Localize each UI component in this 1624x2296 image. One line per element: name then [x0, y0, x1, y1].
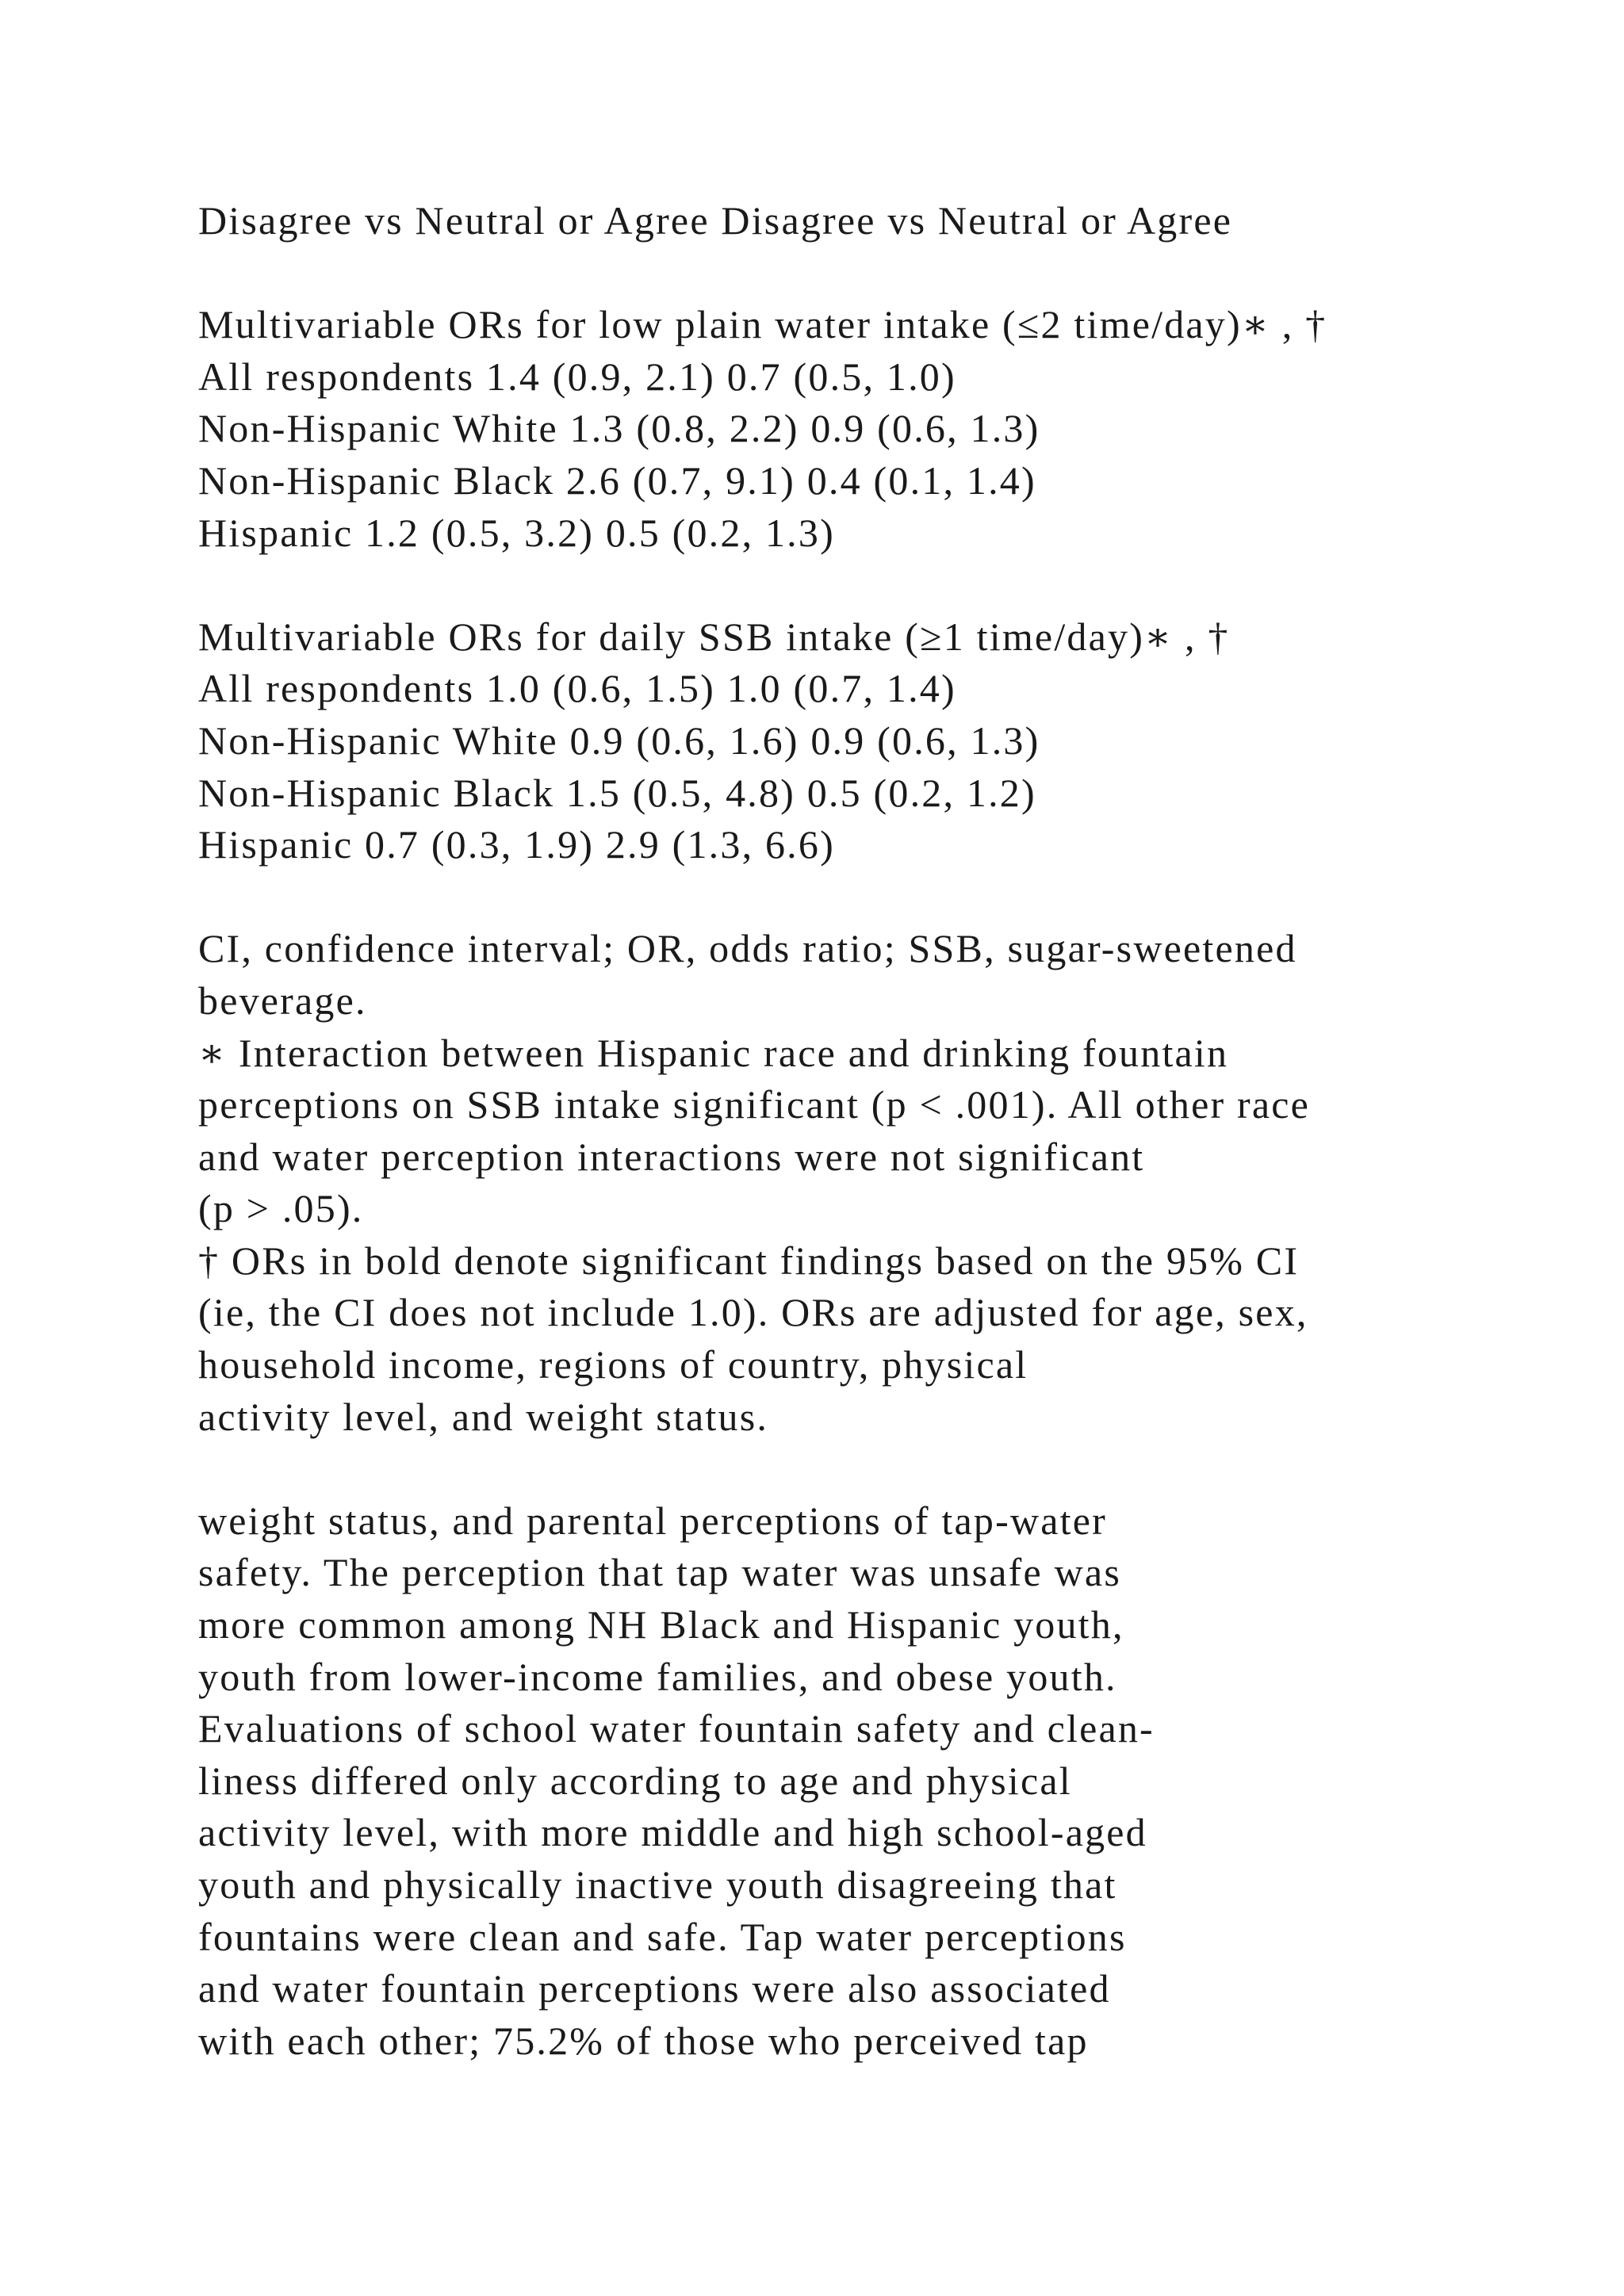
table-row: Non-Hispanic Black 1.5 (0.5, 4.8) 0.5 (0.2, 1.2)	[198, 770, 1036, 815]
spacer	[198, 1443, 1546, 1495]
table-row: All respondents 1.4 (0.9, 2.1) 0.7 (0.5, 1.0)	[198, 354, 956, 399]
body-text-line: youth from lower-income families, and obese youth.	[198, 1654, 1117, 1699]
footnote-line: perceptions on SSB intake significant (p < .001). All other race	[198, 1082, 1311, 1127]
footnote-line: and water perception interactions were not significant	[198, 1134, 1145, 1179]
footnote-line: (ie, the CI does not include 1.0). ORs are adjusted for age, sex,	[198, 1290, 1308, 1335]
spacer	[198, 559, 1546, 611]
footnote-line: ∗ Interaction between Hispanic race and drinking fountain	[198, 1030, 1229, 1075]
body-text-line: safety. The perception that tap water was unsafe was	[198, 1550, 1121, 1595]
ssb-section-title: Multivariable ORs for daily SSB intake (≥1 time/day)∗ , †	[198, 614, 1230, 659]
water-section-title: Multivariable ORs for low plain water intake (≤2 time/day)∗ , †	[198, 302, 1327, 347]
footnote-line: beverage.	[198, 978, 367, 1023]
body-text-line: activity level, with more middle and high school-aged	[198, 1810, 1147, 1855]
body-text-line: fountains were clean and safe. Tap water perceptions	[198, 1914, 1127, 1959]
body-text-line: Evaluations of school water fountain safety and clean-	[198, 1706, 1155, 1751]
table-row: Non-Hispanic White 1.3 (0.8, 2.2) 0.9 (0.6, 1.3)	[198, 406, 1040, 451]
column-header: Disagree vs Neutral or Agree Disagree vs Neutral or Agree	[198, 198, 1233, 243]
body-text-line: more common among NH Black and Hispanic youth,	[198, 1602, 1124, 1647]
body-text-line: with each other; 75.2% of those who perceived tap	[198, 2018, 1089, 2063]
table-row: Non-Hispanic White 0.9 (0.6, 1.6) 0.9 (0.6, 1.3)	[198, 718, 1040, 763]
body-text-line: and water fountain perceptions were also associated	[198, 1966, 1111, 2011]
body-text-line: weight status, and parental perceptions of tap-water	[198, 1498, 1107, 1543]
table-row: Hispanic 0.7 (0.3, 1.9) 2.9 (1.3, 6.6)	[198, 822, 835, 867]
footnote-line: household income, regions of country, physical	[198, 1342, 1028, 1387]
table-row: Hispanic 1.2 (0.5, 3.2) 0.5 (0.2, 1.3)	[198, 510, 835, 555]
table-row: Non-Hispanic Black 2.6 (0.7, 9.1) 0.4 (0.1, 1.4)	[198, 457, 1036, 503]
body-text-line: youth and physically inactive youth disagreeing that	[198, 1862, 1117, 1907]
document-text	[198, 195, 1546, 2067]
body-text-line: liness differed only according to age and physical	[198, 1758, 1072, 1803]
footnote-line: activity level, and weight status.	[198, 1394, 769, 1439]
footnote-line: (p > .05).	[198, 1186, 364, 1231]
footnote-line: CI, confidence interval; OR, odds ratio; SSB, sugar-sweetened	[198, 926, 1297, 971]
spacer	[198, 247, 1546, 300]
spacer	[198, 871, 1546, 924]
table-row: All respondents 1.0 (0.6, 1.5) 1.0 (0.7, 1.4)	[198, 666, 956, 711]
footnote-line: † ORs in bold denote significant findings based on the 95% CI	[198, 1238, 1300, 1283]
